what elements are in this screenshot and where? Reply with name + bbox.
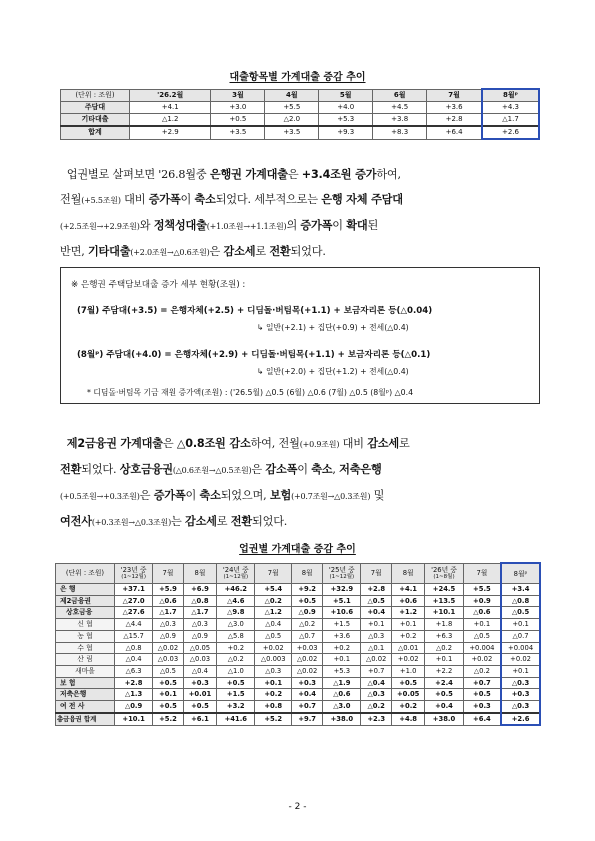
table-cell: △1.3 <box>115 689 153 701</box>
row-label: 저축은행 <box>56 689 115 701</box>
table-cell: +41.6 <box>217 713 255 726</box>
table-cell: +2.9 <box>130 126 211 139</box>
table-cell: △0.3 <box>255 665 292 677</box>
mortgage-detail-box <box>60 267 540 404</box>
table-cell: △0.02 <box>292 654 323 666</box>
table-row <box>61 114 540 127</box>
table-cell: +0.5 <box>217 677 255 689</box>
table-cell: △0.3 <box>501 677 540 689</box>
column-header <box>425 563 463 584</box>
table-cell: △0.4 <box>361 677 391 689</box>
table-cell: △2.0 <box>265 114 319 127</box>
table-cell: +2.2 <box>425 665 463 677</box>
column-header <box>183 563 216 584</box>
column-header <box>115 563 153 584</box>
table-cell: +0.5 <box>292 595 323 607</box>
table-cell: +5.1 <box>323 595 361 607</box>
unit-label: (단위 : 조원) <box>56 563 115 584</box>
table-cell: +0.1 <box>501 665 540 677</box>
column-header <box>153 563 183 584</box>
table-cell: +10.6 <box>323 607 361 619</box>
table-cell: +2.3 <box>361 713 391 726</box>
table-cell: +0.6 <box>391 595 424 607</box>
table-cell: △0.003 <box>255 654 292 666</box>
table-cell: △1.7 <box>153 607 183 619</box>
table-cell: △0.3 <box>361 689 391 701</box>
table-cell: △0.4 <box>183 665 216 677</box>
table-cell: +0.5 <box>463 689 501 701</box>
table-cell: +6.9 <box>183 584 216 596</box>
table-cell: +0.2 <box>255 689 292 701</box>
loan-type-table <box>60 88 540 140</box>
row-label: 기타대출 <box>61 114 130 127</box>
table-row <box>56 619 541 631</box>
table-cell: △0.03 <box>153 654 183 666</box>
table-cell: △0.5 <box>501 607 540 619</box>
table-cell: △0.8 <box>501 595 540 607</box>
box-july-line: (7월) 주담대(+3.5) = 은행자체(+2.5) + 디딤돌·버팀목(+1.1) + 보금자리론 등(△0.04) <box>77 306 433 316</box>
table-cell: +5.3 <box>319 114 373 127</box>
table-cell: △0.02 <box>292 665 323 677</box>
table-cell: △27.6 <box>115 607 153 619</box>
table-cell: △1.0 <box>217 665 255 677</box>
column-header-main: 8월 <box>194 569 206 578</box>
table-cell: △1.2 <box>130 114 211 127</box>
table-cell: +1.2 <box>391 607 424 619</box>
table-cell: △0.3 <box>501 701 540 713</box>
table-row <box>56 607 541 619</box>
row-label: 합계 <box>61 126 130 139</box>
column-header-main: '26년 중 <box>431 566 457 575</box>
table-cell: △0.6 <box>323 689 361 701</box>
table-row <box>56 713 541 726</box>
table-cell: △0.2 <box>361 701 391 713</box>
table-cell: +5.2 <box>255 713 292 726</box>
table-cell: +0.5 <box>183 701 216 713</box>
column-header <box>501 563 540 584</box>
column-header: 4월 <box>265 89 319 102</box>
table-cell: +0.1 <box>361 619 391 631</box>
table-cell: △1.7 <box>183 607 216 619</box>
table-cell: △4.4 <box>115 619 153 631</box>
table-cell: +4.0 <box>319 102 373 114</box>
box-heading: ※ 은행권 주택담보대출 증가 세부 현황(조원) : <box>71 280 246 290</box>
column-header <box>292 563 323 584</box>
table-cell: +1.8 <box>425 619 463 631</box>
table-cell: △0.9 <box>183 630 216 642</box>
table-cell: +37.1 <box>115 584 153 596</box>
table-cell: +0.004 <box>463 642 501 654</box>
table-cell: △1.2 <box>255 607 292 619</box>
table-cell: △3.0 <box>323 701 361 713</box>
table-cell: +0.7 <box>361 665 391 677</box>
column-header-main: 7월 <box>476 569 488 578</box>
table-cell: △0.05 <box>183 642 216 654</box>
table-cell: △0.9 <box>153 630 183 642</box>
table-cell: +0.1 <box>425 654 463 666</box>
table-cell: △0.5 <box>255 630 292 642</box>
table-cell: +46.2 <box>217 584 255 596</box>
column-header <box>323 563 361 584</box>
table-cell: +2.4 <box>425 677 463 689</box>
table-cell: +2.6 <box>482 126 539 139</box>
column-header-main: '25년 중 <box>328 566 355 575</box>
bank-paragraph: 업권별로 살펴보면 '26.8월중 은행권 가계대출은 +3.4조원 증가하여, 전월(+5.5조원) 대비 증가폭이 축소되었다. 세부적으로는 은행 자체 주담대 (+2.5조원→+2.9조원)와 정책성대출(+1.0조원→+1.1조원)의 증가폭이 확대된 반면, 기타대출(+2.0조원→△0.6조원)은 감소세로 전환되었다. <box>60 168 403 258</box>
table-cell: +8.3 <box>373 126 427 139</box>
table-cell: +0.1 <box>463 619 501 631</box>
table-cell: △9.8 <box>217 607 255 619</box>
table-cell: △0.4 <box>115 654 153 666</box>
table-cell: △5.8 <box>217 630 255 642</box>
table-row <box>56 595 541 607</box>
table-cell: +0.5 <box>153 677 183 689</box>
row-label: 은 행 <box>56 584 115 596</box>
column-header: 7월 <box>427 89 482 102</box>
table-cell: +4.5 <box>373 102 427 114</box>
table-cell: △0.1 <box>361 642 391 654</box>
column-header-sub: (1~12월) <box>223 574 249 581</box>
table-cell: +0.1 <box>323 654 361 666</box>
row-label: 여 전 사 <box>56 701 115 713</box>
nonbank-paragraph: 제2금융권 가계대출은 △0.8조원 감소하여, 전월(+0.9조원) 대비 감소세로 전환되었다. 상호금융권(△0.6조원→△0.5조원)은 감소폭이 축소, 저축은행 (+0.5조원→+0.3조원)은 증가폭이 축소되었으며, 보험(+0.7조원→△0.3조원) 및 여전사(+0.3조원→△0.3조원)는 감소세로 전환되었다. <box>60 437 410 528</box>
column-header: 3월 <box>211 89 265 102</box>
table-cell: +13.5 <box>425 595 463 607</box>
column-header <box>463 563 501 584</box>
table-cell: △0.2 <box>425 642 463 654</box>
table-cell: +5.5 <box>265 102 319 114</box>
table-cell: +0.3 <box>292 677 323 689</box>
table-cell: +0.004 <box>501 642 540 654</box>
table-row <box>56 689 541 701</box>
table-row <box>56 654 541 666</box>
column-header: 8월ᵖ <box>482 89 539 102</box>
table-cell: +2.8 <box>361 584 391 596</box>
table-cell: +0.1 <box>153 689 183 701</box>
column-header: 6월 <box>373 89 427 102</box>
table-cell: △4.6 <box>217 595 255 607</box>
column-header <box>361 563 391 584</box>
table-cell: +0.8 <box>255 701 292 713</box>
table-cell: +0.02 <box>463 654 501 666</box>
table-cell: +0.5 <box>425 689 463 701</box>
table-cell: +32.9 <box>323 584 361 596</box>
table-cell: +0.4 <box>425 701 463 713</box>
row-label: 산 림 <box>56 654 115 666</box>
column-header <box>391 563 424 584</box>
table2-title: 업권별 가계대출 증감 추이 <box>239 544 356 555</box>
table-cell: △0.7 <box>501 630 540 642</box>
table-cell: △0.2 <box>217 654 255 666</box>
column-header-main: 7월 <box>370 569 382 578</box>
box-note: * 디딤돌·버팀목 기금 재원 증가액(조원) : ('26.5월) △0.5 (6월) △0.6 (7월) △0.5 (8월ᵖ) △0.4 <box>87 388 414 397</box>
table-cell: +0.5 <box>153 701 183 713</box>
table-cell: △0.02 <box>361 654 391 666</box>
table-cell: +3.0 <box>211 102 265 114</box>
table-cell: △27.0 <box>115 595 153 607</box>
table-cell: +3.4 <box>501 584 540 596</box>
table-cell: +0.3 <box>501 689 540 701</box>
table-cell: +9.2 <box>292 584 323 596</box>
table-cell: +1.0 <box>391 665 424 677</box>
table-cell: △0.02 <box>153 642 183 654</box>
table-row <box>56 665 541 677</box>
box-aug-line: (8월ᵖ) 주담대(+4.0) = 은행자체(+2.9) + 디딤돌·버팀목(+1.1) + 보금자리론 등(△0.1) <box>77 350 431 360</box>
column-header-main: 8월ᵖ <box>513 569 528 578</box>
table-cell: +4.1 <box>391 584 424 596</box>
table-cell: +3.6 <box>323 630 361 642</box>
column-header-main: '23년 중 <box>120 566 147 575</box>
table-cell: +0.02 <box>255 642 292 654</box>
column-header-main: 7월 <box>267 569 279 578</box>
table-cell: +2.8 <box>115 677 153 689</box>
table-cell: +0.02 <box>501 654 540 666</box>
table-cell: △0.8 <box>115 642 153 654</box>
table-cell: △0.3 <box>153 619 183 631</box>
table-cell: △0.5 <box>361 595 391 607</box>
table-cell: +0.2 <box>391 701 424 713</box>
table-cell: △0.9 <box>292 607 323 619</box>
table-cell: +6.4 <box>427 126 482 139</box>
table-cell: +4.8 <box>391 713 424 726</box>
table-cell: +10.1 <box>425 607 463 619</box>
table-cell: △0.6 <box>153 595 183 607</box>
row-label: 신 협 <box>56 619 115 631</box>
table-cell: +2.8 <box>427 114 482 127</box>
table-cell: +0.03 <box>292 642 323 654</box>
column-header-sub: (1~8월) <box>433 574 455 581</box>
table-cell: +0.7 <box>463 677 501 689</box>
column-header-main: 8월 <box>402 569 414 578</box>
table-cell: +6.3 <box>425 630 463 642</box>
table-cell: +0.3 <box>183 677 216 689</box>
table-cell: △0.2 <box>292 619 323 631</box>
table-cell: +0.7 <box>292 701 323 713</box>
table-cell: +0.2 <box>323 642 361 654</box>
table-cell: +6.1 <box>183 713 216 726</box>
sector-table <box>55 562 541 726</box>
table1-title: 대출항목별 가계대출 증감 추이 <box>229 72 366 83</box>
row-label: 제2금융권 <box>56 595 115 607</box>
table-cell: +4.1 <box>130 102 211 114</box>
row-label: 새마을 <box>56 665 115 677</box>
table-cell: △0.7 <box>292 630 323 642</box>
table-cell: +0.4 <box>361 607 391 619</box>
row-label: 주담대 <box>61 102 130 114</box>
table-cell: +0.3 <box>463 701 501 713</box>
row-label: 보 험 <box>56 677 115 689</box>
table-cell: +0.02 <box>391 654 424 666</box>
table-cell: +0.1 <box>391 619 424 631</box>
table-cell: +10.1 <box>115 713 153 726</box>
table-cell: △3.0 <box>217 619 255 631</box>
column-header <box>255 563 292 584</box>
table-cell: △6.3 <box>115 665 153 677</box>
table-cell: +38.0 <box>323 713 361 726</box>
table-row <box>56 677 541 689</box>
unit-label: (단위 : 조원) <box>61 89 130 102</box>
table-cell: △0.4 <box>255 619 292 631</box>
table-cell: +1.5 <box>323 619 361 631</box>
table-cell: +3.5 <box>265 126 319 139</box>
column-header-main: '24년 중 <box>222 566 249 575</box>
column-header: '26.2월 <box>130 89 211 102</box>
row-label: 수 협 <box>56 642 115 654</box>
table-cell: +5.3 <box>323 665 361 677</box>
table-row <box>56 701 541 713</box>
table-cell: △0.5 <box>463 630 501 642</box>
table-cell: +9.7 <box>292 713 323 726</box>
box-july-sub: ↳ 일반(+2.1) + 집단(+0.9) + 전세(△0.4) <box>257 323 409 332</box>
table-cell: +4.3 <box>482 102 539 114</box>
table-row <box>56 630 541 642</box>
table-cell: +3.2 <box>217 701 255 713</box>
page-number: - 2 - <box>288 802 307 812</box>
row-label: 총금융권 합계 <box>56 713 115 726</box>
table-cell: △1.9 <box>323 677 361 689</box>
table-row <box>56 642 541 654</box>
table-cell: △0.6 <box>463 607 501 619</box>
table-cell: +3.6 <box>427 102 482 114</box>
column-header-sub: (1~12월) <box>121 574 146 581</box>
table-cell: +38.0 <box>425 713 463 726</box>
table-cell: △0.8 <box>183 595 216 607</box>
table-cell: △1.7 <box>482 114 539 127</box>
table-cell: +0.5 <box>391 677 424 689</box>
table-cell: +6.4 <box>463 713 501 726</box>
table-cell: +0.5 <box>211 114 265 127</box>
table-cell: +5.4 <box>255 584 292 596</box>
table-cell: △0.9 <box>115 701 153 713</box>
table-cell: △0.2 <box>255 595 292 607</box>
column-header <box>217 563 255 584</box>
table-cell: +5.9 <box>153 584 183 596</box>
column-header-main: 8월 <box>301 569 313 578</box>
table-row <box>56 584 541 596</box>
table-cell: △0.3 <box>361 630 391 642</box>
table-row <box>61 102 540 114</box>
table-cell: △0.03 <box>183 654 216 666</box>
table-cell: +24.5 <box>425 584 463 596</box>
table-cell: +3.8 <box>373 114 427 127</box>
table-cell: +0.2 <box>391 630 424 642</box>
box-aug-sub: ↳ 일반(+2.0) + 집단(+1.2) + 전세(△0.4) <box>257 367 409 376</box>
row-label: 상호금융 <box>56 607 115 619</box>
table-cell: +0.1 <box>501 619 540 631</box>
column-header-main: 7월 <box>162 569 174 578</box>
table-cell: +0.9 <box>463 595 501 607</box>
table-cell: △15.7 <box>115 630 153 642</box>
table-cell: +5.2 <box>153 713 183 726</box>
table-cell: △0.5 <box>153 665 183 677</box>
table-cell: +0.05 <box>391 689 424 701</box>
table-cell: +2.6 <box>501 713 540 726</box>
table-cell: △0.01 <box>391 642 424 654</box>
table-cell: +3.5 <box>211 126 265 139</box>
table-cell: +0.01 <box>183 689 216 701</box>
table-cell: △0.2 <box>463 665 501 677</box>
column-header: 5월 <box>319 89 373 102</box>
table-cell: +0.1 <box>255 677 292 689</box>
table-cell: +0.4 <box>292 689 323 701</box>
table-cell: +9.3 <box>319 126 373 139</box>
table-cell: +5.5 <box>463 584 501 596</box>
table-row <box>61 126 540 139</box>
table-cell: +1.5 <box>217 689 255 701</box>
row-label: 농 협 <box>56 630 115 642</box>
table-cell: +0.2 <box>217 642 255 654</box>
column-header-sub: (1~12월) <box>329 574 355 581</box>
table-cell: △0.3 <box>183 619 216 631</box>
